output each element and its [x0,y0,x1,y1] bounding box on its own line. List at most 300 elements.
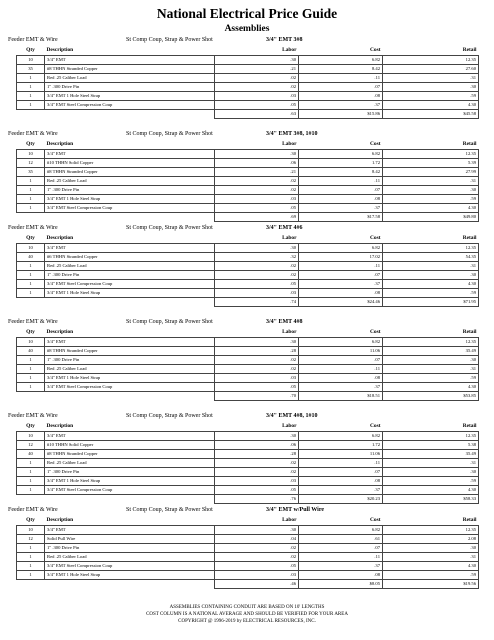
table-row [17,382,479,391]
table-row [17,543,479,552]
item-qty: 10 [17,337,45,346]
total-retail: $45.58 [383,109,479,118]
item-qty: 1 [17,570,45,579]
total-labor: .70 [215,391,299,400]
assembly-name: 3/4" EMT 4#6 [266,225,303,231]
column-header-qty: Qty [26,423,35,430]
item-cost: .11 [299,458,383,467]
item-retail: 27.99 [383,167,479,176]
totals-spacer [17,212,45,221]
item-labor: .02 [215,458,299,467]
assembly-group [4,35,490,129]
table-row [17,279,479,288]
item-cost: .37 [299,382,383,391]
column-header-row [17,328,479,337]
item-cost: .11 [299,552,383,561]
item-cost: 6.82 [299,149,383,158]
item-qty: 1 [17,176,45,185]
item-qty: 10 [17,525,45,534]
item-retail: .30 [383,185,479,194]
item-cost: .37 [299,100,383,109]
item-retail: 5.38 [383,440,479,449]
item-cost: .07 [299,82,383,91]
column-header-retail: Retail [462,517,477,524]
column-header-qty: Qty [26,235,35,242]
page-subtitle: Assemblies [224,24,270,34]
item-qty: 40 [17,449,45,458]
item-labor: .30 [215,525,299,534]
table-row [17,91,479,100]
table-row [17,561,479,570]
assembly-name: 3/4" EMT w/Pull Wire [266,507,325,513]
item-retail: 4.30 [383,203,479,212]
item-labor: .30 [215,431,299,440]
item-qty: 1 [17,73,45,82]
total-labor: .63 [215,109,299,118]
item-retail: .30 [383,355,479,364]
item-retail: 12.35 [383,55,479,64]
assembly-name: 3/4" EMT 3#8, 1#10 [266,131,318,137]
item-cost: 6.82 [299,243,383,252]
table-row [17,270,479,279]
item-qty: 10 [17,149,45,158]
item-cost: .08 [299,288,383,297]
table-row [17,467,479,476]
item-qty: 40 [17,346,45,355]
item-labor: .02 [215,73,299,82]
table-row [17,534,479,543]
item-retail: .59 [383,373,479,382]
item-retail: 54.35 [383,252,479,261]
table-row [17,176,479,185]
item-retail: 4.30 [383,382,479,391]
item-labor: .02 [215,543,299,552]
item-description: #6 THHN Stranded Copper [45,252,215,261]
table-row [17,203,479,212]
table-row [17,252,479,261]
item-description: Red .25 Caliber Load [45,552,215,561]
totals-spacer [45,297,215,306]
item-retail: 12.35 [383,337,479,346]
table-row [17,185,479,194]
item-labor: .03 [215,194,299,203]
item-cost: .07 [299,270,383,279]
column-header-qty: Qty [26,47,35,54]
table-row [17,552,479,561]
item-labor: .05 [215,100,299,109]
table-row [17,158,479,167]
item-retail: 2.08 [383,534,479,543]
item-qty: 1 [17,467,45,476]
page-title: National Electrical Price Guide [156,6,338,21]
footer-copyright: COPYRIGHT @ 1996-2019 by ELECTRICAL RESOURCES, INC. [178,619,316,624]
totals-row [17,391,479,400]
assembly-table [16,422,479,504]
column-header-description: Description [46,423,74,430]
table-row [17,73,479,82]
item-labor: .02 [215,185,299,194]
assembly-table [16,516,479,589]
column-header-cost: Cost [370,141,381,148]
item-labor: .02 [215,355,299,364]
item-description: 3/4" EMT 1 Hole Steel Strap [45,570,215,579]
item-cost: 8.42 [299,64,383,73]
item-qty: 1 [17,82,45,91]
item-description: 3/4" EMT Steel Compression Coup [45,203,215,212]
item-description: 1" .300 Drive Pin [45,270,215,279]
column-header-retail: Retail [462,423,477,430]
footer-note-lengths: ASSEMBLIES CONTAINING CONDUIT ARE BASED ON 10' LENGTHS [169,605,325,610]
item-qty: 1 [17,91,45,100]
item-description: #8 THHN Stranded Copper [45,449,215,458]
item-description: 3/4" EMT 1 Hole Steel Strap [45,373,215,382]
total-retail: $58.33 [383,494,479,503]
item-cost: .37 [299,279,383,288]
item-labor: .03 [215,476,299,485]
assembly-group [4,317,490,411]
total-retail: $19.56 [383,579,479,588]
item-labor: .32 [215,252,299,261]
item-labor: .06 [215,158,299,167]
item-cost: 11.06 [299,449,383,458]
assembly-groups [4,35,490,599]
column-header-cost: Cost [370,47,381,54]
table-row [17,167,479,176]
totals-spacer [17,109,45,118]
item-cost: .11 [299,364,383,373]
column-header-description: Description [46,141,74,148]
column-header-labor: Labor [282,141,297,148]
column-header-retail: Retail [462,47,477,54]
item-qty: 1 [17,185,45,194]
total-labor: .76 [215,494,299,503]
column-header-labor: Labor [282,47,297,54]
item-retail: 35.49 [383,346,479,355]
item-retail: 4.30 [383,485,479,494]
item-retail: .31 [383,73,479,82]
assembly-header [4,129,490,140]
totals-row [17,297,479,306]
assembly-header [4,411,490,422]
item-description: Red .25 Caliber Load [45,364,215,373]
item-retail: .31 [383,458,479,467]
item-qty: 12 [17,534,45,543]
item-qty: 1 [17,100,45,109]
column-header-row [17,422,479,431]
item-cost: 11.06 [299,346,383,355]
assembly-description: St Comp Coup, Strap & Power Shot [126,319,213,325]
item-retail: .31 [383,552,479,561]
table-row [17,458,479,467]
table-row [17,64,479,73]
page-footer [0,604,494,625]
item-description: 3/4" EMT [45,243,215,252]
column-header-cost: Cost [370,423,381,430]
item-retail: .59 [383,476,479,485]
item-cost: .07 [299,467,383,476]
item-cost: .08 [299,194,383,203]
item-qty: 1 [17,476,45,485]
item-description: #8 THHN Stranded Copper [45,346,215,355]
total-labor: .46 [215,579,299,588]
item-description: 3/4" EMT [45,431,215,440]
totals-spacer [45,109,215,118]
column-header-retail: Retail [462,329,477,336]
total-retail: $49.80 [383,212,479,221]
table-row [17,485,479,494]
item-description: 3/4" EMT [45,525,215,534]
total-cost: $18.51 [299,391,383,400]
item-description: 3/4" EMT 1 Hole Steel Strap [45,91,215,100]
item-cost: .08 [299,476,383,485]
item-labor: .28 [215,449,299,458]
item-labor: .02 [215,82,299,91]
item-description: 3/4" EMT 1 Hole Steel Strap [45,288,215,297]
item-labor: .02 [215,261,299,270]
item-qty: 35 [17,167,45,176]
totals-row [17,109,479,118]
totals-row [17,212,479,221]
item-qty: 1 [17,270,45,279]
item-description: 1" .300 Drive Pin [45,82,215,91]
table-row [17,55,479,64]
item-cost: 6.82 [299,431,383,440]
assembly-group [4,223,490,317]
item-labor: .05 [215,561,299,570]
item-labor: .05 [215,203,299,212]
item-cost: .37 [299,203,383,212]
item-description: Solid Pull Wire [45,534,215,543]
column-header-retail: Retail [462,235,477,242]
item-qty: 1 [17,194,45,203]
item-retail: 35.49 [383,449,479,458]
table-row [17,525,479,534]
item-retail: 5.39 [383,158,479,167]
assembly-name: 3/4" EMT 4#8 [266,319,303,325]
assembly-table [16,140,479,222]
assembly-category: Feeder EMT & Wire [8,37,58,43]
table-row [17,449,479,458]
item-description: 3/4" EMT Steel Compression Coup [45,100,215,109]
item-qty: 40 [17,252,45,261]
item-qty: 12 [17,440,45,449]
item-retail: .31 [383,176,479,185]
assembly-description: St Comp Coup, Strap & Power Shot [126,37,213,43]
item-labor: .30 [215,55,299,64]
item-description: Red .25 Caliber Load [45,73,215,82]
item-retail: 12.35 [383,149,479,158]
item-description: 1" .300 Drive Pin [45,467,215,476]
assembly-description: St Comp Coup, Strap & Power Shot [126,225,213,231]
item-labor: .04 [215,534,299,543]
item-retail: .30 [383,543,479,552]
item-description: Red .25 Caliber Load [45,458,215,467]
item-retail: 4.30 [383,279,479,288]
item-labor: .30 [215,243,299,252]
item-qty: 1 [17,552,45,561]
item-description: Red .25 Caliber Load [45,176,215,185]
total-labor: .69 [215,212,299,221]
assembly-header [4,35,490,46]
column-header-description: Description [46,47,74,54]
item-cost: .11 [299,176,383,185]
table-row [17,570,479,579]
item-retail: 12.35 [383,243,479,252]
table-row [17,149,479,158]
item-retail: .31 [383,364,479,373]
item-qty: 1 [17,458,45,467]
item-cost: .11 [299,261,383,270]
totals-spacer [45,391,215,400]
item-labor: .03 [215,288,299,297]
item-qty: 10 [17,431,45,440]
table-row [17,346,479,355]
column-header-row [17,46,479,55]
item-qty: 35 [17,64,45,73]
item-cost: 6.82 [299,525,383,534]
total-cost: $20.23 [299,494,383,503]
column-header-qty: Qty [26,517,35,524]
item-cost: .61 [299,534,383,543]
item-cost: 8.42 [299,167,383,176]
item-description: 3/4" EMT 1 Hole Steel Strap [45,194,215,203]
column-header-cost: Cost [370,517,381,524]
assembly-header [4,317,490,328]
item-retail: 12.35 [383,525,479,534]
item-retail: 12.35 [383,431,479,440]
item-retail: 4.30 [383,561,479,570]
totals-row [17,579,479,588]
item-qty: 1 [17,485,45,494]
item-labor: .02 [215,552,299,561]
assembly-group [4,129,490,223]
table-row [17,431,479,440]
total-retail: $53.85 [383,391,479,400]
assembly-description: St Comp Coup, Strap & Power Shot [126,413,213,419]
column-header-description: Description [46,517,74,524]
totals-spacer [17,579,45,588]
item-labor: .21 [215,167,299,176]
item-qty: 1 [17,355,45,364]
item-description: #10 THHN Solid Copper [45,440,215,449]
item-description: 3/4" EMT Steel Compression Coup [45,561,215,570]
item-qty: 1 [17,288,45,297]
item-labor: .30 [215,149,299,158]
item-cost: .37 [299,485,383,494]
item-cost: 17.02 [299,252,383,261]
assembly-category: Feeder EMT & Wire [8,131,58,137]
item-retail: 4.30 [383,100,479,109]
item-qty: 1 [17,543,45,552]
item-description: #8 THHN Stranded Copper [45,64,215,73]
assembly-category: Feeder EMT & Wire [8,225,58,231]
item-qty: 10 [17,243,45,252]
column-header-description: Description [46,329,74,336]
item-labor: .05 [215,485,299,494]
table-row [17,243,479,252]
total-retail: $71.95 [383,297,479,306]
item-qty: 1 [17,261,45,270]
item-labor: .05 [215,279,299,288]
item-retail: 27.60 [383,64,479,73]
item-labor: .21 [215,64,299,73]
table-row [17,337,479,346]
item-description: 3/4" EMT Steel Compression Coup [45,485,215,494]
totals-row [17,494,479,503]
item-retail: .59 [383,288,479,297]
table-row [17,194,479,203]
item-retail: .31 [383,261,479,270]
item-cost: .08 [299,570,383,579]
column-header-row [17,234,479,243]
item-qty: 12 [17,158,45,167]
item-labor: .02 [215,176,299,185]
item-description: #8 THHN Stranded Copper [45,167,215,176]
total-labor: .74 [215,297,299,306]
column-header-qty: Qty [26,329,35,336]
item-retail: .59 [383,194,479,203]
item-qty: 1 [17,373,45,382]
footer-note-cost: COST COLUMN IS A NATIONAL AVERAGE AND SHOULD BE VERIFIED FOR YOUR AREA [146,612,348,617]
item-qty: 1 [17,203,45,212]
table-row [17,82,479,91]
item-description: 1" .300 Drive Pin [45,543,215,552]
item-description: 3/4" EMT Steel Compression Coup [45,382,215,391]
item-cost: .08 [299,91,383,100]
column-header-row [17,516,479,525]
item-cost: .11 [299,73,383,82]
item-retail: .30 [383,270,479,279]
item-retail: .59 [383,570,479,579]
assembly-group [4,411,490,505]
item-labor: .02 [215,467,299,476]
item-retail: .59 [383,91,479,100]
assembly-name: 3/4" EMT 4#8, 1#10 [266,413,318,419]
assembly-description: St Comp Coup, Strap & Power Shot [126,507,213,513]
item-labor: .06 [215,440,299,449]
item-qty: 1 [17,561,45,570]
table-row [17,364,479,373]
item-cost: .07 [299,543,383,552]
totals-spacer [17,391,45,400]
column-header-retail: Retail [462,141,477,148]
table-row [17,440,479,449]
item-labor: .03 [215,373,299,382]
item-cost: .37 [299,561,383,570]
assembly-group [4,505,490,599]
item-labor: .02 [215,270,299,279]
total-cost: $8.05 [299,579,383,588]
column-header-labor: Labor [282,423,297,430]
column-header-cost: Cost [370,235,381,242]
item-description: 3/4" EMT 1 Hole Steel Strap [45,476,215,485]
item-cost: .07 [299,355,383,364]
item-qty: 1 [17,279,45,288]
totals-spacer [45,212,215,221]
item-qty: 1 [17,364,45,373]
assembly-header [4,505,490,516]
table-row [17,288,479,297]
assembly-category: Feeder EMT & Wire [8,319,58,325]
item-qty: 10 [17,55,45,64]
item-labor: .03 [215,570,299,579]
totals-spacer [45,494,215,503]
item-description: 1" .300 Drive Pin [45,355,215,364]
assembly-table [16,46,479,119]
item-description: 3/4" EMT Steel Compression Coup [45,279,215,288]
column-header-qty: Qty [26,141,35,148]
column-header-labor: Labor [282,235,297,242]
